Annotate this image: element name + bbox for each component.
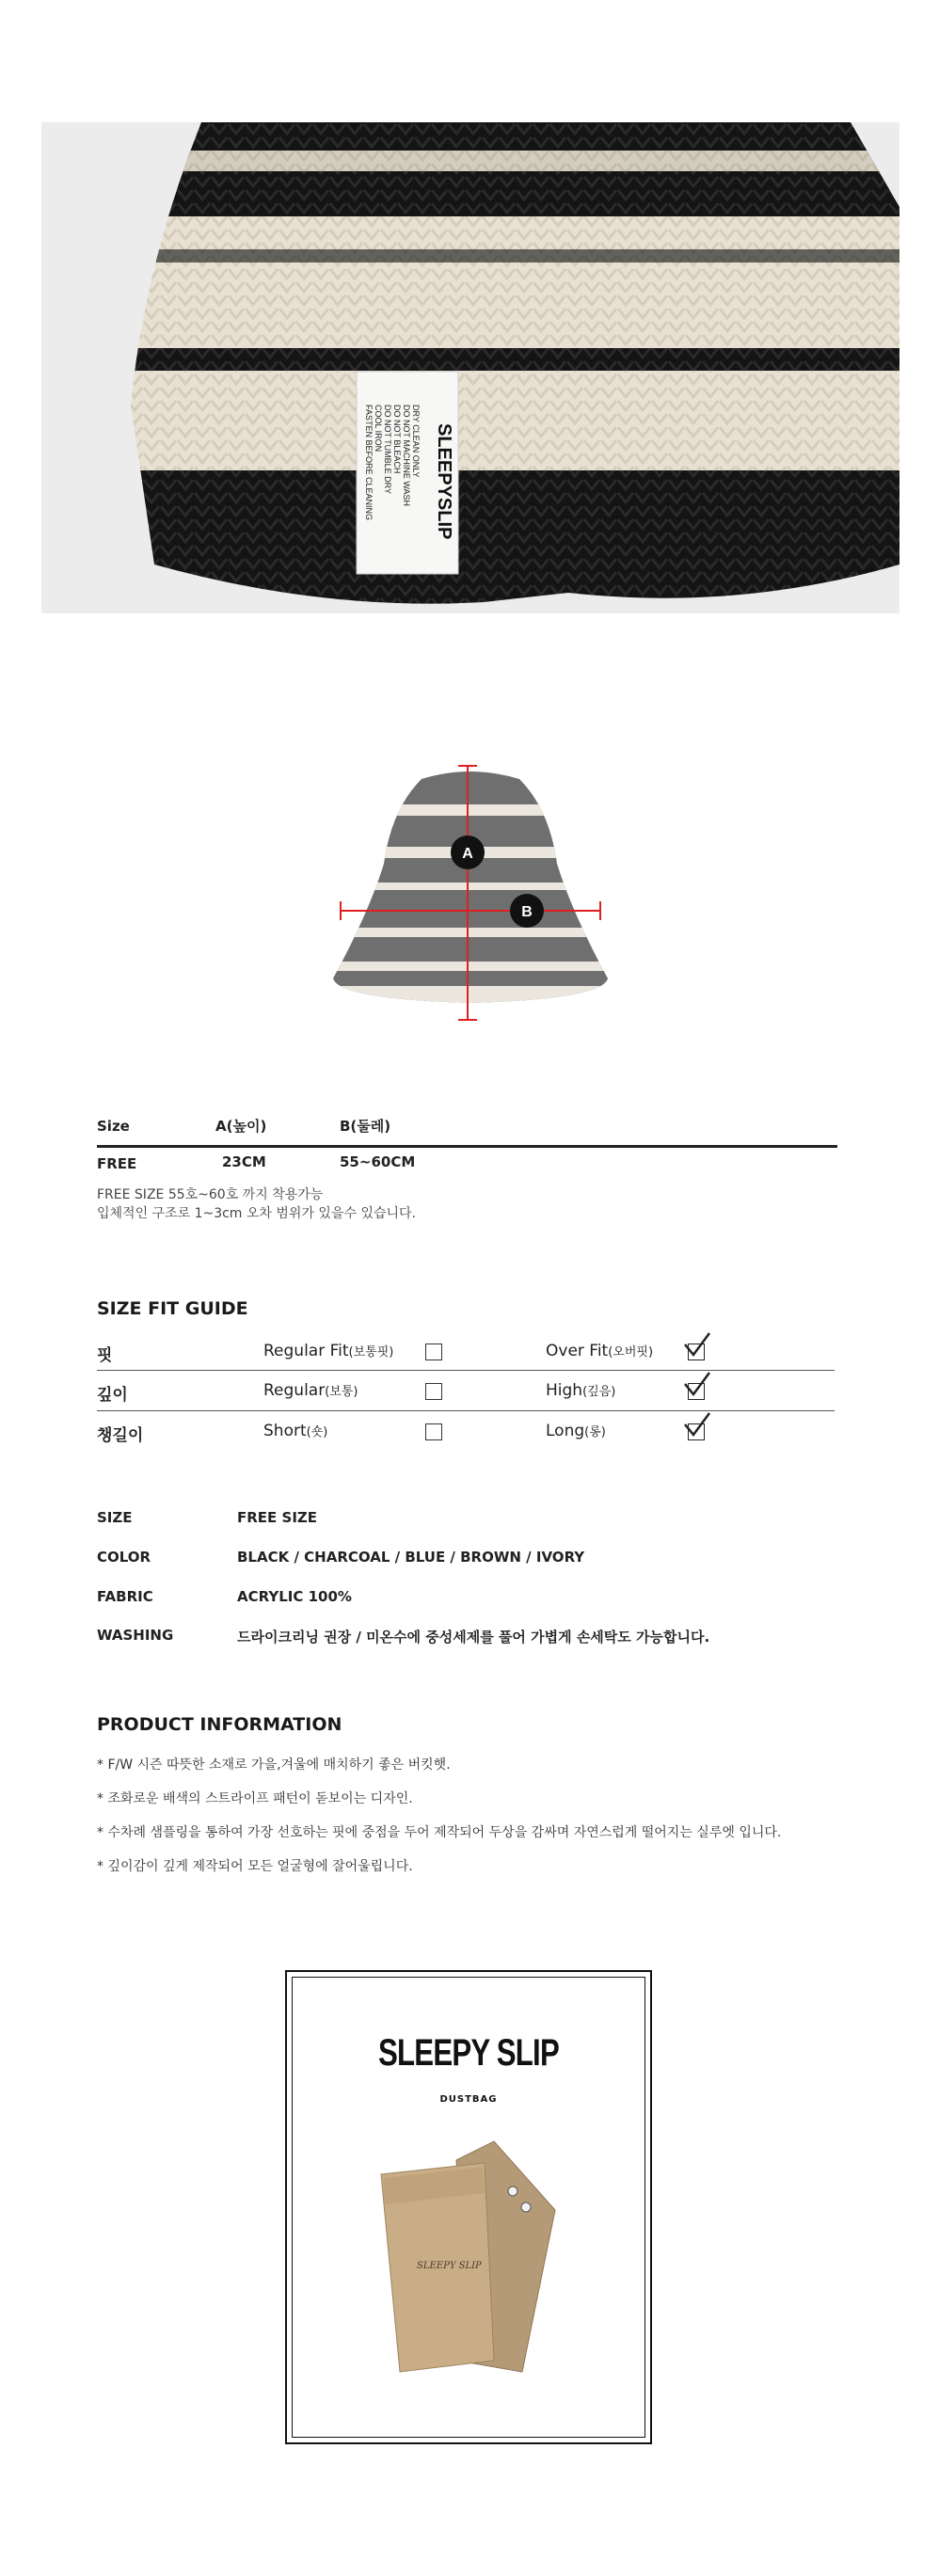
button-icon xyxy=(521,2202,531,2212)
label-brand-text: SLEEPYSLIP xyxy=(434,423,454,540)
marker-a-text: A xyxy=(462,846,473,862)
size-diagram xyxy=(320,753,621,1035)
product-info-bullet: * F/W 시즌 따뜻한 소재로 가을,겨울에 매치하기 좋은 버킷햇. xyxy=(97,1757,451,1773)
check-mark-icon xyxy=(683,1371,711,1399)
size-row-a: 23CM xyxy=(222,1153,266,1170)
size-header-a: A(높이) xyxy=(215,1118,267,1135)
label-line: DO NOT BLEACH xyxy=(392,405,402,474)
label-line: DO NOT TUMBLE DRY xyxy=(383,405,392,495)
check-mark-icon xyxy=(683,1411,711,1439)
marker-b-text: B xyxy=(521,904,533,920)
fit-option-over: Over Fit(오버핏) xyxy=(546,1342,654,1360)
spec-fabric-value: ACRYLIC 100% xyxy=(237,1588,352,1605)
fit-row-key: 핏 xyxy=(97,1346,113,1365)
spec-fabric-key: FABRIC xyxy=(97,1588,153,1605)
depth-high-checkbox[interactable] xyxy=(688,1383,705,1400)
spec-washing-value: 드라이크리닝 권장 / 미온수에 중성세제를 풀어 가볍게 손세탁도 가능합니다. xyxy=(237,1629,710,1646)
button-icon xyxy=(508,2186,517,2196)
hat-silhouette xyxy=(320,753,621,1035)
dustbag-image xyxy=(362,2137,579,2381)
size-note-2: 입체적인 구조로 1~3cm 오차 범위가 있을수 있습니다. xyxy=(97,1206,416,1221)
depth-option-high: High(깊음) xyxy=(546,1381,616,1400)
brim-option-short: Short(숏) xyxy=(263,1422,328,1440)
depth-row xyxy=(97,1372,835,1409)
fit-over-checkbox[interactable] xyxy=(688,1344,705,1360)
size-row-size: FREE xyxy=(97,1155,137,1172)
depth-option-regular: Regular(보통) xyxy=(263,1381,358,1400)
product-info-title: PRODUCT INFORMATION xyxy=(97,1714,342,1735)
size-note-1: FREE SIZE 55호~60호 까지 착용가능 xyxy=(97,1187,324,1202)
depth-row-key: 깊이 xyxy=(97,1386,128,1405)
label-line: FASTEN BEFORE CLEANING xyxy=(364,405,374,521)
size-row-b: 55~60CM xyxy=(340,1153,416,1170)
dustbag-brand: SLEEPY SLIP xyxy=(377,2032,559,2074)
brim-long-checkbox[interactable] xyxy=(688,1423,705,1440)
spec-color-key: COLOR xyxy=(97,1549,151,1566)
product-info-bullet: * 수차례 샘플링을 통하여 가장 선호하는 핏에 중점을 두어 제작되어 두상을 감싸며 자연스럽게 떨어지는 실루엣 입니다. xyxy=(97,1825,782,1840)
fit-guide-title: SIZE FIT GUIDE xyxy=(97,1298,248,1319)
table-divider xyxy=(97,1145,837,1148)
depth-regular-checkbox[interactable] xyxy=(425,1383,442,1400)
fit-regular-checkbox[interactable] xyxy=(425,1344,442,1360)
size-header-b: B(둘레) xyxy=(340,1118,391,1135)
label-line: DO NOT MACHINE WASH xyxy=(402,405,411,507)
dustbag-caption: DUSTBAG xyxy=(439,2094,498,2105)
spec-color-value: BLACK / CHARCOAL / BLUE / BROWN / IVORY xyxy=(237,1549,585,1566)
brim-row xyxy=(97,1412,835,1450)
spec-size-key: SIZE xyxy=(97,1509,133,1526)
dustbag-card xyxy=(285,1970,652,2444)
brim-row-key: 챙길이 xyxy=(97,1426,144,1445)
product-info-bullet: * 조화로운 배색의 스트라이프 패턴이 돋보이는 디자인. xyxy=(97,1791,413,1806)
fit-divider xyxy=(97,1410,835,1411)
spec-washing-key: WASHING xyxy=(97,1627,174,1644)
fit-option-regular: Regular Fit(보통핏) xyxy=(263,1342,394,1360)
fit-row xyxy=(97,1332,835,1370)
label-line: DRY CLEAN ONLY xyxy=(411,405,421,478)
brim-option-long: Long(롱) xyxy=(546,1422,606,1440)
hat-closeup-illustration xyxy=(41,122,899,613)
label-line: COOL IRON xyxy=(374,405,383,453)
brim-short-checkbox[interactable] xyxy=(425,1423,442,1440)
product-photo xyxy=(41,122,899,613)
care-label xyxy=(357,372,458,574)
fit-divider xyxy=(97,1370,835,1371)
size-header-size: Size xyxy=(97,1118,130,1135)
check-mark-icon xyxy=(683,1331,711,1360)
product-info-bullet: * 깊이감이 깊게 제작되어 모든 얼굴형에 잘어울립니다. xyxy=(97,1859,413,1874)
dustbag-print: SLEEPY SLIP xyxy=(417,2261,482,2271)
spec-size-value: FREE SIZE xyxy=(237,1509,318,1526)
